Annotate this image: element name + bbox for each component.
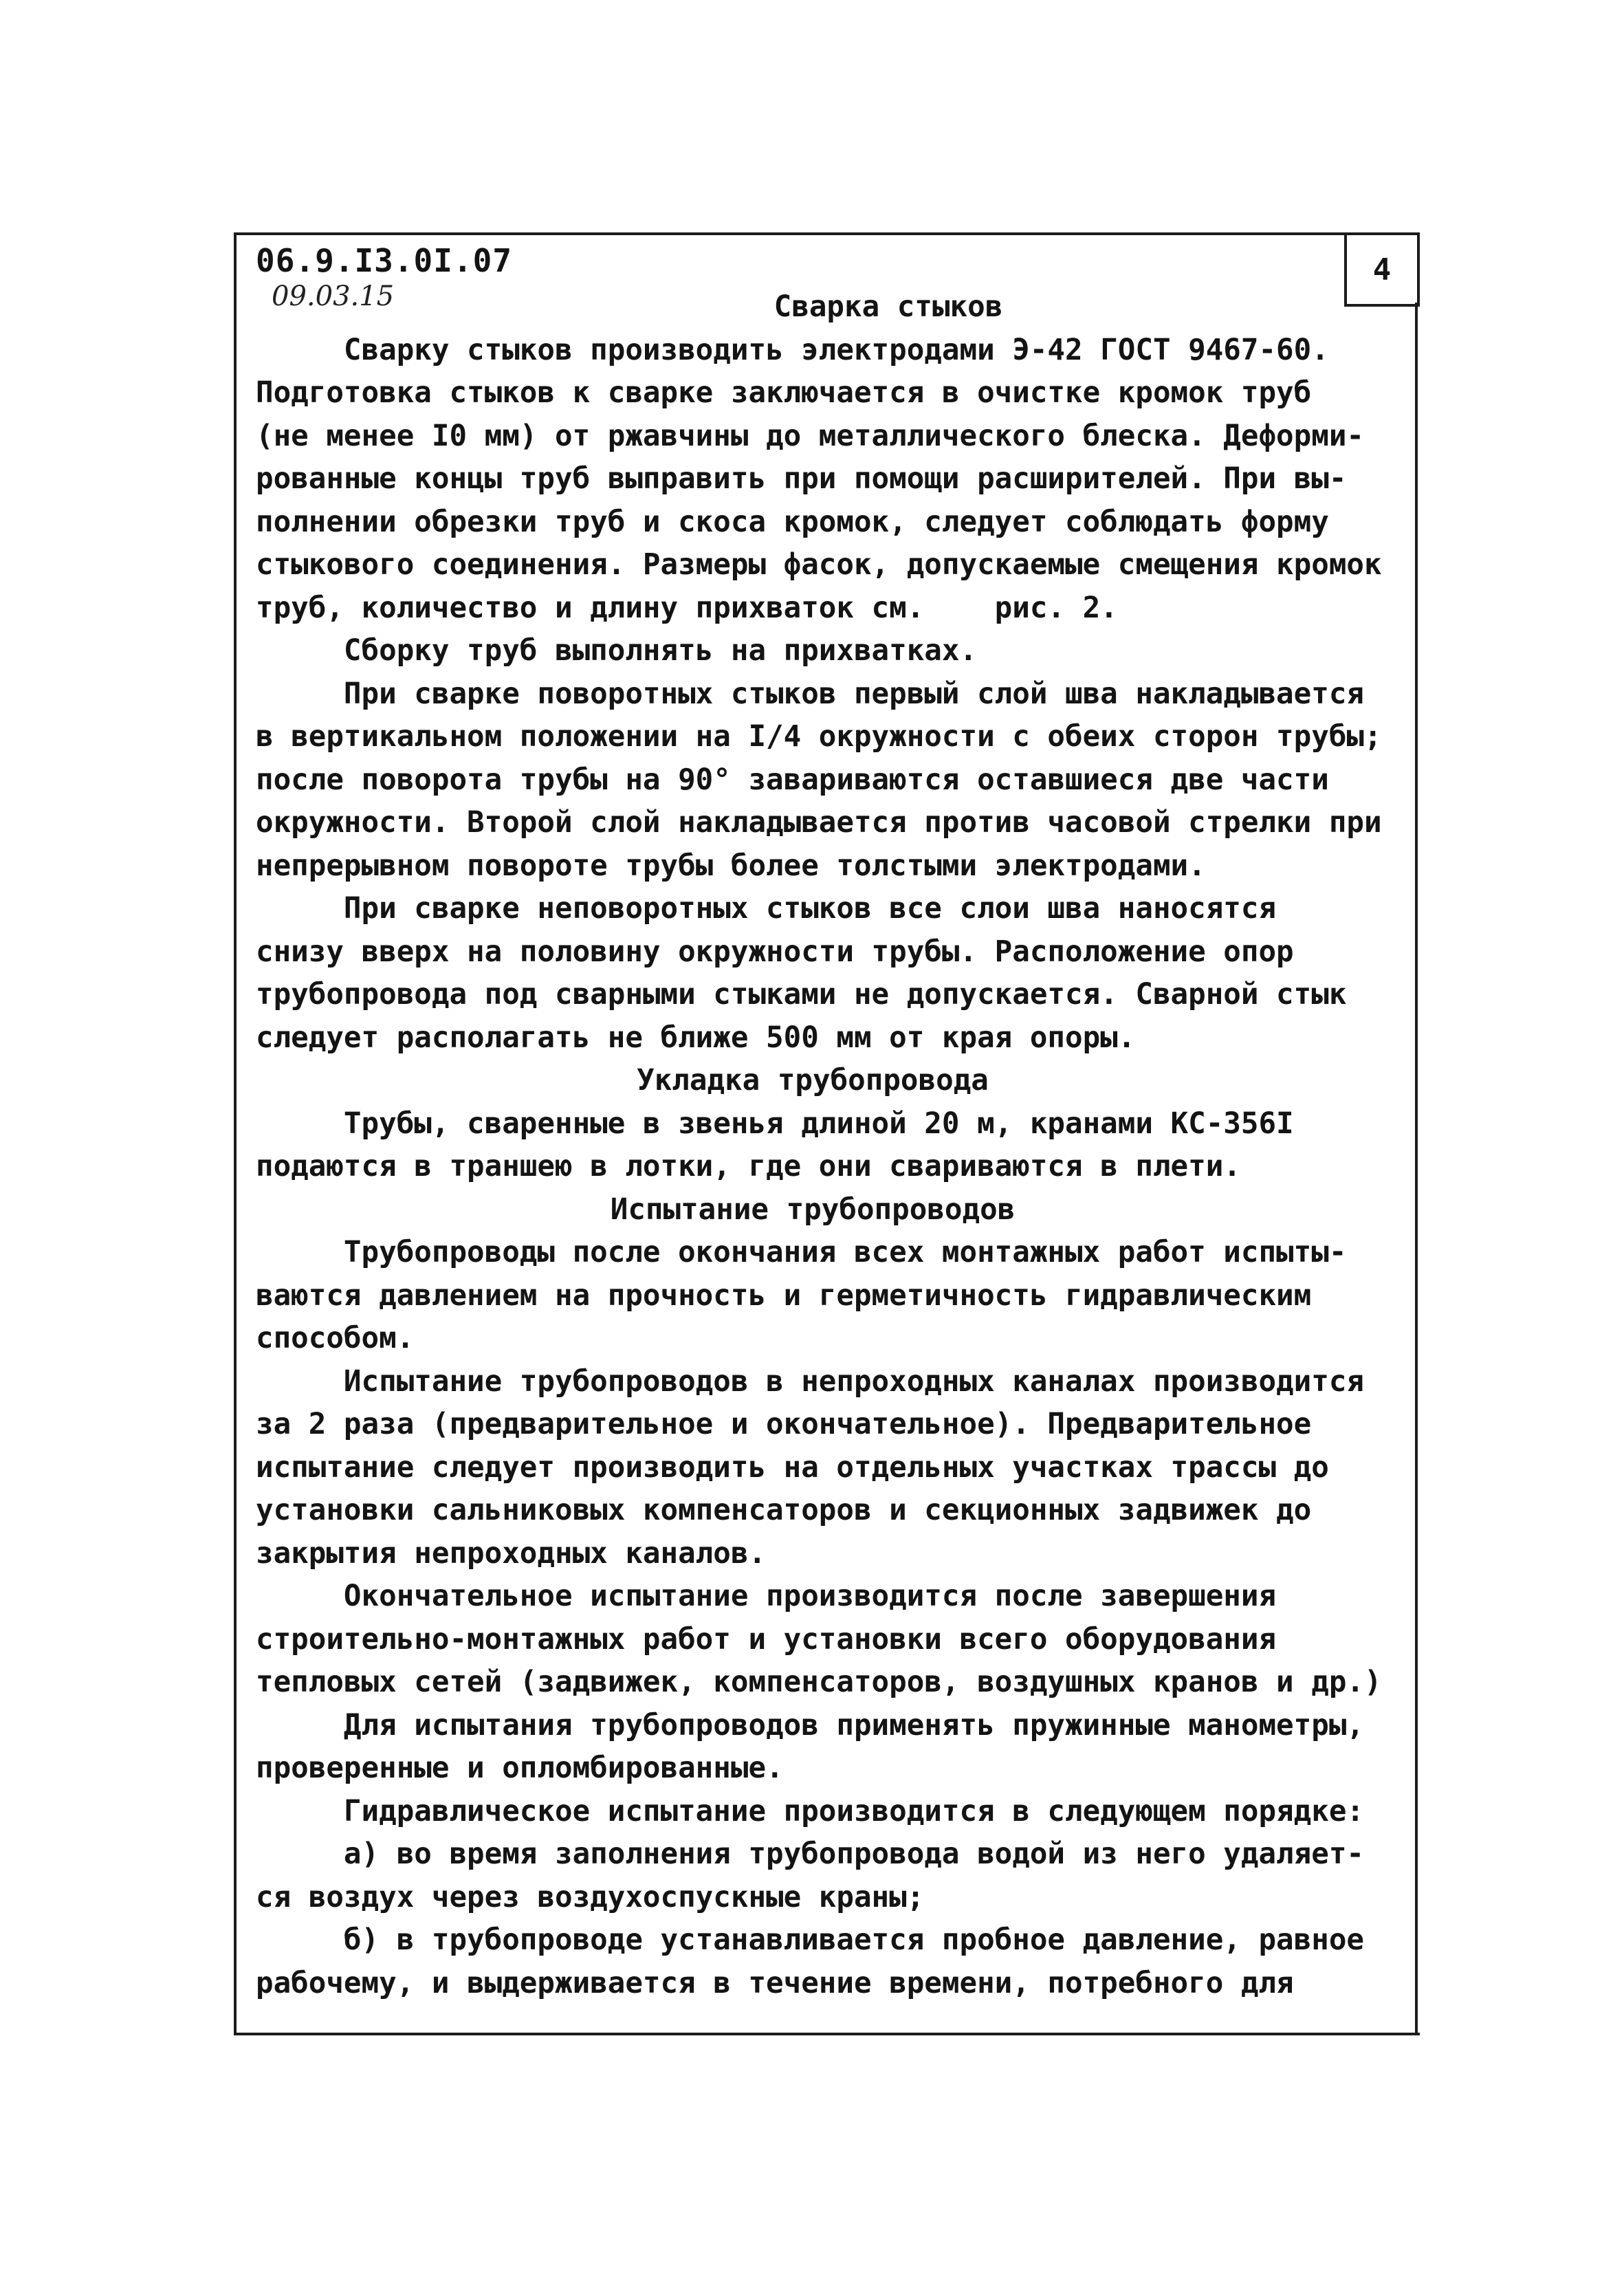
- body-text-line: Для испытания трубопроводов применять пружинные манометры,: [256, 1708, 1364, 1742]
- body-text-line: непрерывном повороте трубы более толстыми электродами.: [256, 849, 1206, 883]
- body-text-line: тепловых сетей (задвижек, компенсаторов, воздушных кранов и др.): [256, 1665, 1382, 1699]
- body-text-line: окружности. Второй слой накладывается против часовой стрелки при: [256, 806, 1382, 840]
- body-text-line: При сварке неповоротных стыков все слои шва наносятся: [256, 892, 1277, 926]
- page-number: 4: [1372, 252, 1392, 287]
- body-text-line: проверенные и опломбированные.: [256, 1751, 784, 1785]
- body-text-line: за 2 раза (предварительное и окончательное). Предварительное: [256, 1408, 1312, 1441]
- body-text-line: Гидравлическое испытание производится в следующем порядке:: [256, 1794, 1364, 1828]
- body-text-line: испытание следует производить на отдельных участках трассы до: [256, 1450, 1329, 1485]
- section-heading: Сварка стыков: [773, 290, 1003, 324]
- body-text-line: после поворота трубы на 90° завариваются оставшиеся две части: [256, 763, 1329, 797]
- body-text-line: Сварку стыков производить электродами Э-42 ГОСТ 9467-60.: [256, 333, 1329, 367]
- body-text-line: (не менее I0 мм) от ржавчины до металлического блеска. Деформи-: [256, 419, 1364, 453]
- body-text-line: Сборку труб выполнять на прихватках.: [256, 634, 978, 668]
- body-text-line: трубопровода под сварными стыками не допускается. Сварной стык: [256, 978, 1347, 1012]
- handwritten-date: 09.03.15: [272, 281, 395, 312]
- body-text-line: ваются давлением на прочность и герметичность гидравлическим: [256, 1278, 1312, 1313]
- body-text-line: рованные концы труб выправить при помощи расширителей. При вы-: [256, 462, 1347, 496]
- body-text-line: следует располагать не ближе 500 мм от края опоры.: [256, 1020, 1136, 1055]
- body-text-line: б) в трубопроводе устанавливается пробное давление, равное: [256, 1923, 1364, 1957]
- body-text-line: строительно-монтажных работ и установки всего оборудования: [256, 1622, 1277, 1657]
- body-text-line: в вертикальном положении на I/4 окружности с обеих сторон трубы;: [256, 720, 1382, 754]
- body-text-line: закрытия непроходных каналов.: [256, 1536, 767, 1571]
- body-text-line: Подготовка стыков к сварке заключается в очистке кромок труб: [256, 376, 1312, 410]
- document-body: [256, 286, 1418, 2005]
- body-text-line: Трубопроводы после окончания всех монтажных работ испыты-: [256, 1236, 1347, 1269]
- body-text-line: снизу вверх на половину окружности трубы. Расположение опор: [256, 934, 1294, 969]
- body-text-line: способом.: [256, 1322, 415, 1355]
- body-text-line: установки сальниковых компенсаторов и секционных задвижек до: [256, 1494, 1312, 1527]
- body-text-line: стыкового соединения. Размеры фасок, допускаемые смещения кромок: [256, 548, 1382, 582]
- body-text-line: ся воздух через воздухоспускные краны;: [256, 1880, 925, 1914]
- body-text-line: Окончательное испытание производится после завершения: [256, 1579, 1277, 1613]
- body-text-line: рабочему, и выдерживается в течение времени, потребного для: [256, 1966, 1294, 2000]
- body-text-line: подаются в траншею в лотки, где они свариваются в плети.: [256, 1150, 1241, 1183]
- section-heading: Укладка трубопровода: [637, 1064, 989, 1097]
- body-text-line: труб, количество и длину прихваток см. рис. 2.: [256, 591, 1118, 625]
- document-code: 06.9.I3.0I.07: [256, 242, 513, 279]
- body-text-line: полнении обрезки труб и скоса кромок, следует соблюдать форму: [256, 505, 1329, 539]
- body-text-line: а) во время заполнения трубопровода водой из него удаляет-: [256, 1837, 1364, 1871]
- body-text-line: При сварке поворотных стыков первый слой шва накладывается: [256, 677, 1364, 711]
- body-text-line: Испытание трубопроводов в непроходных каналах производится: [256, 1364, 1364, 1399]
- section-heading: Испытание трубопроводов: [610, 1192, 1016, 1227]
- body-text-line: Трубы, сваренные в звенья длиной 20 м, кранами КС-356I: [256, 1106, 1294, 1141]
